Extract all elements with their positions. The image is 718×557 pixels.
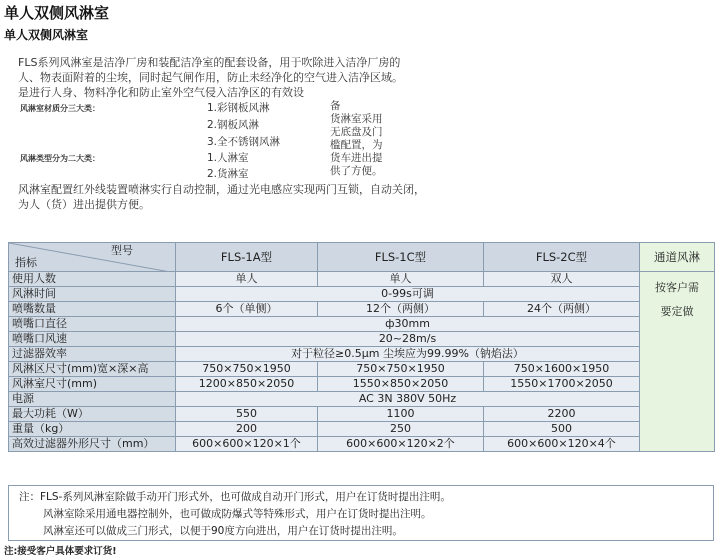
section-subtitle: 单人双侧风淋室 — [4, 28, 89, 42]
model-header: FLS-1C型 — [318, 243, 484, 272]
note-line: 货淋室采用 — [330, 113, 383, 125]
cell-value: 12个（两侧） — [318, 302, 484, 317]
table-row — [9, 362, 715, 377]
cell-value: 750×750×1950 — [176, 362, 318, 377]
table-row — [9, 347, 715, 362]
table-header-row — [9, 243, 715, 272]
type-item: 1.人淋室 — [207, 152, 249, 164]
table-row — [9, 332, 715, 347]
spec-table — [8, 242, 715, 452]
cell-value: 1100 — [318, 407, 484, 422]
cell-value: 750×750×1950 — [318, 362, 484, 377]
note-line: 供了方便。 — [330, 165, 383, 177]
cell-value: 600×600×120×4个 — [484, 437, 640, 452]
table-row — [9, 422, 715, 437]
material-class-label: 风淋室材质分三大类： — [20, 104, 100, 113]
order-note: 注：FLS-系列风淋室除做手动开门形式外，也可做成自动开门形式，用户在订货时提出注明。 — [19, 491, 451, 503]
channel-note-line: 要定做 — [660, 305, 694, 318]
intro-paragraph: FLS系列风淋室是洁净厂房和装配洁净室的配套设备，用于吹除进入洁净厂房的人、物表面附着的尘埃，同时起气闸作用，防止未经净化的空气进入洁净区域。是进行人身、物料净化和防止室外空气侵入洁净区的有效设 — [18, 56, 403, 99]
order-note: 风淋室除采用通电器控制外，也可做成防爆式等特殊形式，用户在订货时提出注明。 — [43, 508, 432, 520]
cell-value: 单人 — [176, 272, 318, 287]
table-row — [9, 317, 715, 332]
auto-control-paragraph: 风淋室配置红外线装置喷淋实行自动控制，通过光电感应实现两门互锁，自动关闭，为人（货）进出提供方便。 — [18, 183, 425, 211]
row-label: 电源 — [9, 392, 176, 407]
channel-header: 通道风淋 — [640, 243, 715, 272]
row-label: 最大功耗（W） — [9, 407, 176, 422]
material-item: 1.彩钢板风淋 — [207, 102, 270, 114]
cell-value: 600×600×120×2个 — [318, 437, 484, 452]
row-label: 喷嘴口风速 — [9, 332, 176, 347]
model-header: FLS-2C型 — [484, 243, 640, 272]
table-row — [9, 302, 715, 317]
note-line: 无底盘及门 — [330, 126, 383, 138]
row-label: 喷嘴口直径 — [9, 317, 176, 332]
header-corner-cell — [9, 243, 176, 272]
row-label: 风淋时间 — [9, 287, 176, 302]
cell-value: ф30mm — [176, 317, 640, 332]
row-label: 风淋区尺寸(mm)宽×深×高 — [9, 362, 176, 377]
cell-value: 550 — [176, 407, 318, 422]
table-row — [9, 407, 715, 422]
cell-value: 1550×1700×2050 — [484, 377, 640, 392]
row-label: 风淋室尺寸(mm) — [9, 377, 176, 392]
note-line: 货车进出提 — [330, 152, 383, 164]
row-label: 使用人数 — [9, 272, 176, 287]
row-label: 高效过滤器外形尺寸（mm） — [9, 437, 176, 452]
table-row — [9, 437, 715, 452]
cargo-shower-note — [330, 100, 405, 178]
cell-value: 600×600×120×1个 — [176, 437, 318, 452]
table-row — [9, 287, 715, 302]
cell-value: 250 — [318, 422, 484, 437]
cell-value: AC 3N 380V 50Hz — [176, 392, 640, 407]
type-item: 2.货淋室 — [207, 168, 249, 180]
note-line: 槛配置，为 — [330, 139, 383, 151]
row-label: 重量（kg） — [9, 422, 176, 437]
note-line: 备 — [330, 100, 341, 112]
row-label: 喷嘴数量 — [9, 302, 176, 317]
channel-note-line: 按客户需 — [655, 281, 699, 294]
cell-value: 2200 — [484, 407, 640, 422]
cell-value: 750×1600×1950 — [484, 362, 640, 377]
order-note: 风淋室还可以做成三门形式，以便于90度方向进出，用户在订货时提出注明。 — [43, 525, 403, 537]
model-header: FLS-1A型 — [176, 243, 318, 272]
cell-value: 对于粒径≥0.5μm 尘埃应为99.99%（钠焰法） — [176, 347, 640, 362]
type-class-label: 风淋类型分为二大类： — [20, 154, 100, 163]
channel-note-cell — [640, 272, 715, 452]
header-index-label: 指标 — [15, 256, 37, 269]
cell-value: 单人 — [318, 272, 484, 287]
page-title: 单人双侧风淋室 — [4, 4, 110, 22]
header-model-label: 型号 — [111, 244, 133, 257]
cell-value: 1550×850×2050 — [318, 377, 484, 392]
cell-value: 20~28m/s — [176, 332, 640, 347]
cell-value: 0-99s可调 — [176, 287, 640, 302]
row-label: 过滤器效率 — [9, 347, 176, 362]
material-item: 3.全不锈钢风淋 — [207, 136, 281, 148]
order-notes-box — [8, 485, 714, 541]
cell-value: 双人 — [484, 272, 640, 287]
material-item: 2.钢板风淋 — [207, 119, 260, 131]
footer-note: 注:接受客户具体要求订货! — [4, 546, 117, 557]
table-row — [9, 272, 715, 287]
cell-value: 200 — [176, 422, 318, 437]
cell-value: 500 — [484, 422, 640, 437]
cell-value: 1200×850×2050 — [176, 377, 318, 392]
table-row — [9, 377, 715, 392]
table-row — [9, 392, 715, 407]
cell-value: 6个（单侧） — [176, 302, 318, 317]
cell-value: 24个（两侧） — [484, 302, 640, 317]
